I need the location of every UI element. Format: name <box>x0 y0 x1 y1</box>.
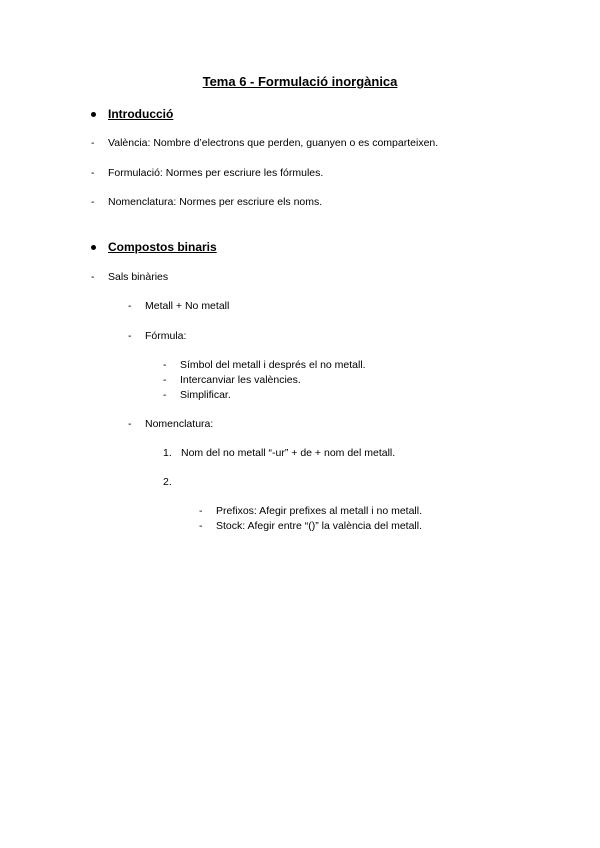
dash-marker: - <box>91 196 95 208</box>
bullet-icon <box>91 245 96 250</box>
sub-list-item: Fórmula: <box>145 330 187 342</box>
sub-list-item: Nomenclatura: <box>145 418 214 430</box>
list-item: Sals binàries <box>108 271 169 283</box>
numbered-marker: 2. <box>163 476 172 488</box>
nomenclature-option: Prefixos: Afegir prefixes al metall i no metall. <box>216 505 423 517</box>
dash-marker: - <box>91 167 95 179</box>
numbered-marker: 1. <box>163 447 172 459</box>
sub-list-item: Metall + No metall <box>145 300 230 312</box>
formula-step: Símbol del metall i després el no metall. <box>180 359 366 371</box>
list-item: València: Nombre d’electrons que perden, guanyen o es comparteixen. <box>108 137 439 149</box>
page-title: Tema 6 - Formulació inorgànica <box>202 74 398 89</box>
dash-marker: - <box>128 300 132 312</box>
dash-marker: - <box>199 505 203 517</box>
dash-marker: - <box>91 271 95 283</box>
dash-marker: - <box>128 418 132 430</box>
section-heading-compostos-binaris: Compostos binaris <box>108 240 217 254</box>
dash-marker: - <box>128 330 132 342</box>
formula-step: Simplificar. <box>180 389 231 401</box>
bullet-icon <box>91 112 96 117</box>
dash-marker: - <box>91 137 95 149</box>
section-heading-introduccio: Introducció <box>108 107 174 121</box>
dash-marker: - <box>199 520 203 532</box>
dash-marker: - <box>163 359 167 371</box>
list-item: Formulació: Normes per escriure les fórmules. <box>108 167 324 179</box>
dash-marker: - <box>163 389 167 401</box>
nomenclature-rule: Nom del no metall “-ur” + de + nom del metall. <box>181 447 396 459</box>
dash-marker: - <box>163 374 167 386</box>
list-item: Nomenclatura: Normes per escriure els noms. <box>108 196 323 208</box>
formula-step: Intercanviar les valències. <box>180 374 301 386</box>
nomenclature-option: Stock: Afegir entre “()” la valència del metall. <box>216 520 423 532</box>
